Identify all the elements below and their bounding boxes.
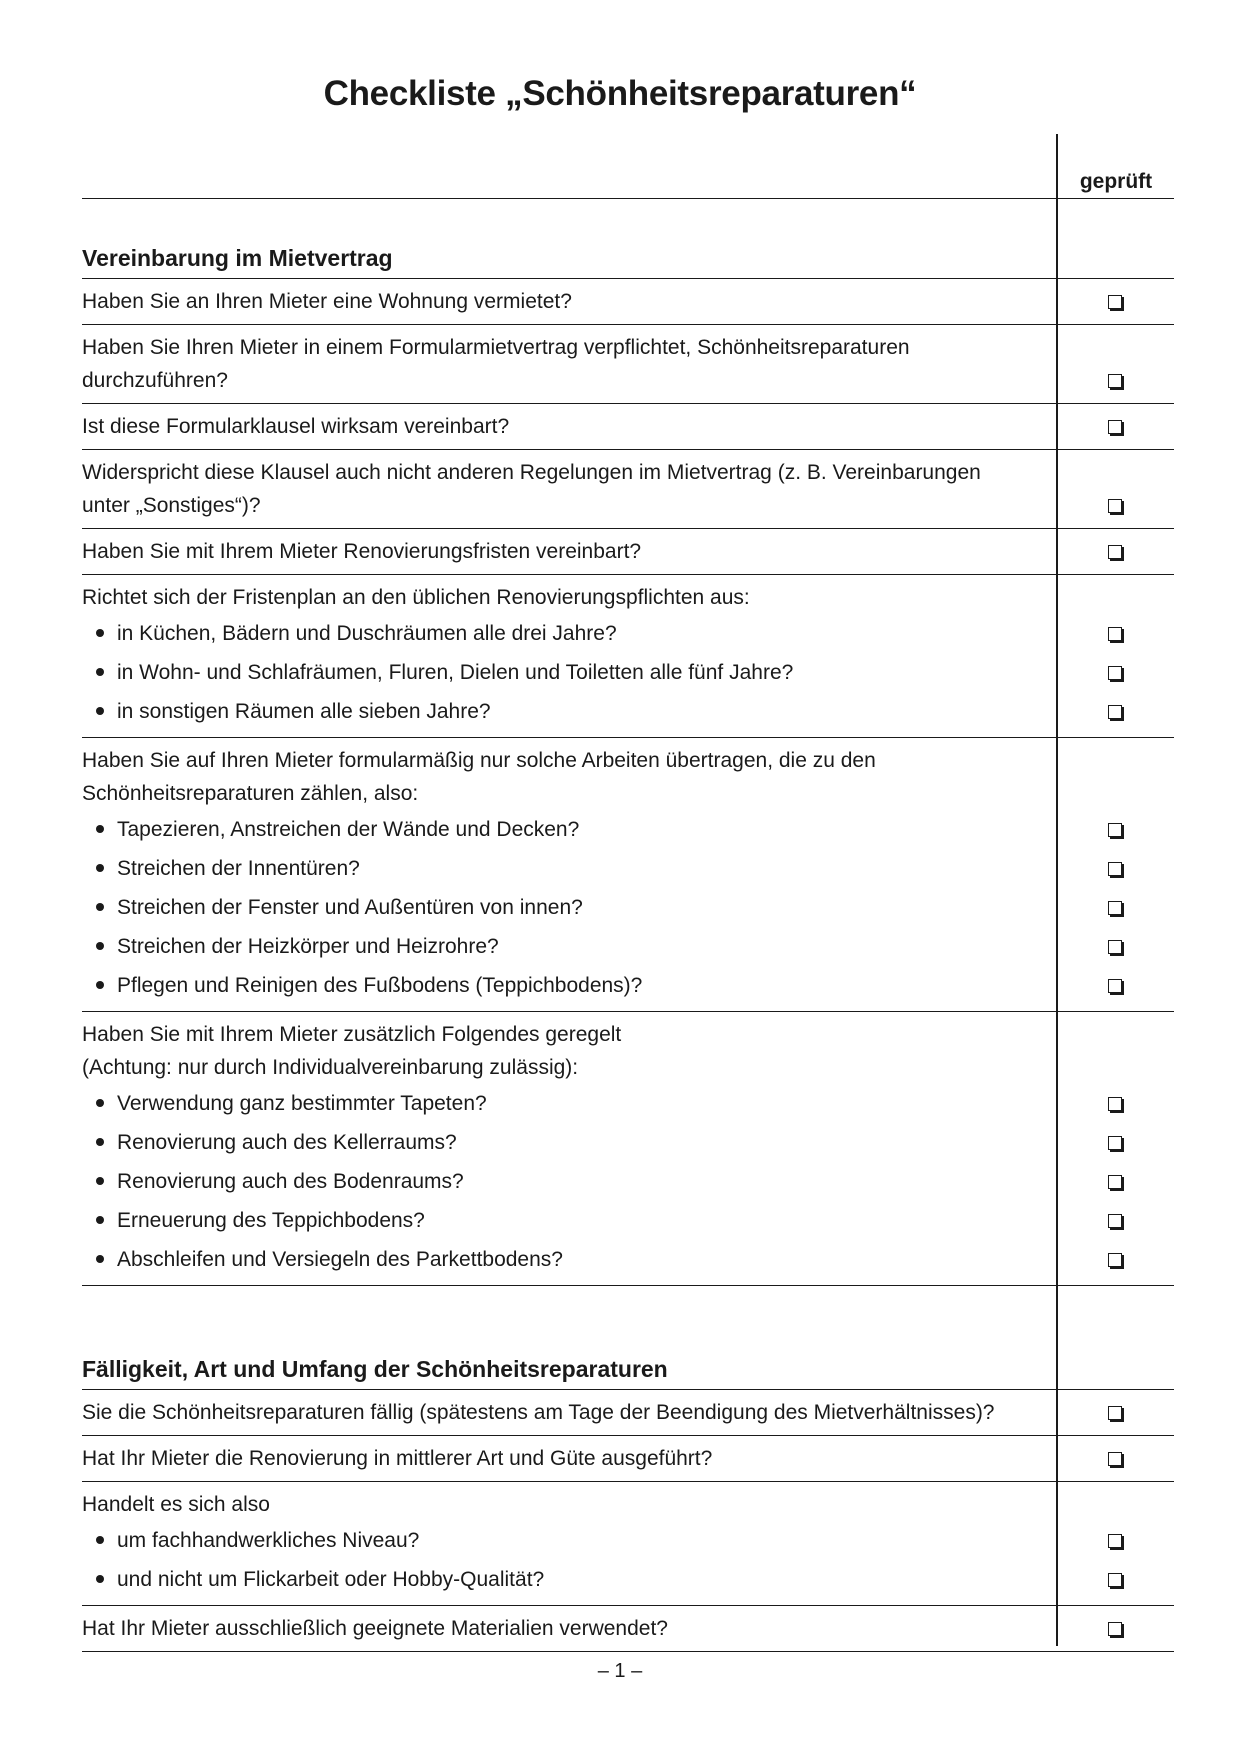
list-item xyxy=(82,849,1174,888)
checkbox[interactable] xyxy=(1108,1573,1122,1587)
list-item xyxy=(82,692,1174,731)
question-line xyxy=(82,285,1174,318)
list-item xyxy=(82,1201,1174,1240)
list-item xyxy=(82,810,1174,849)
section-heading xyxy=(82,199,1174,278)
question-line xyxy=(82,535,1174,568)
question-line xyxy=(82,456,1174,489)
checkbox[interactable] xyxy=(1108,374,1122,388)
checkbox[interactable] xyxy=(1108,940,1122,954)
question-line xyxy=(82,581,1174,614)
list-item xyxy=(82,1084,1174,1123)
checklist-row xyxy=(82,1435,1174,1481)
list-item xyxy=(82,888,1174,927)
list-item-text: Renovierung auch des Bodenraums? xyxy=(117,1170,464,1193)
checklist-row xyxy=(82,449,1174,528)
question-text: Schönheitsreparaturen zählen, also: xyxy=(82,782,419,805)
list-item xyxy=(82,614,1174,653)
list-item-text: in sonstigen Räumen alle sieben Jahre? xyxy=(117,700,491,723)
checkbox[interactable] xyxy=(1108,1452,1122,1466)
checkbox[interactable] xyxy=(1108,627,1122,641)
list-item-text: Abschleifen und Versiegeln des Parkettbodens? xyxy=(117,1248,563,1271)
list-item xyxy=(82,966,1174,1005)
question-text: Haben Sie an Ihren Mieter eine Wohnung vermietet? xyxy=(82,290,572,313)
question-text: Hat Ihr Mieter ausschließlich geeignete Materialien verwendet? xyxy=(82,1617,668,1640)
list-item-text: um fachhandwerkliches Niveau? xyxy=(117,1529,420,1552)
list-item-text: in Wohn- und Schlafräumen, Fluren, Dielen und Toiletten alle fünf Jahre? xyxy=(117,661,794,684)
section xyxy=(82,1285,1174,1651)
checkbox[interactable] xyxy=(1108,1622,1122,1636)
section xyxy=(82,199,1174,1285)
checklist-row xyxy=(82,574,1174,737)
question-text: Haben Sie mit Ihrem Mieter Renovierungsfristen vereinbart? xyxy=(82,540,642,563)
checkbox[interactable] xyxy=(1108,979,1122,993)
list-item-text: Streichen der Fenster und Außentüren von innen? xyxy=(117,896,583,919)
list-item-text: Renovierung auch des Kellerraums? xyxy=(117,1131,457,1154)
list-item-text: Streichen der Innentüren? xyxy=(117,857,360,880)
question-line xyxy=(82,1488,1174,1521)
list-item xyxy=(82,1240,1174,1279)
checklist-row xyxy=(82,1605,1174,1651)
question-text: Sie die Schönheitsreparaturen fällig (spätestens am Tage der Beendigung des Mietverhältnisses)? xyxy=(82,1401,995,1424)
list-item xyxy=(82,1162,1174,1201)
checklist-table xyxy=(82,199,1174,1652)
question-line xyxy=(82,1442,1174,1475)
list-item xyxy=(82,1521,1174,1560)
question-text: (Achtung: nur durch Individualvereinbarung zulässig): xyxy=(82,1056,579,1079)
checklist-row xyxy=(82,528,1174,574)
question-line xyxy=(82,1018,1174,1051)
checkbox[interactable] xyxy=(1108,1097,1122,1111)
checkbox[interactable] xyxy=(1108,1406,1122,1420)
question-line xyxy=(82,777,1174,810)
checklist-row xyxy=(82,324,1174,403)
list-item-text: in Küchen, Bädern und Duschräumen alle drei Jahre? xyxy=(117,622,617,645)
checkbox[interactable] xyxy=(1108,1534,1122,1548)
checkbox[interactable] xyxy=(1108,1214,1122,1228)
question-line xyxy=(82,1051,1174,1084)
list-item-text: und nicht um Flickarbeit oder Hobby-Qualität? xyxy=(117,1568,545,1591)
page-title: Checkliste „Schönheitsreparaturen“ xyxy=(323,74,917,113)
list-item-text: Tapezieren, Anstreichen der Wände und Decken? xyxy=(117,818,580,841)
question-text: Hat Ihr Mieter die Renovierung in mittlerer Art und Güte ausgeführt? xyxy=(82,1447,713,1470)
section-heading-text: Vereinbarung im Mietvertrag xyxy=(82,245,393,271)
checkbox[interactable] xyxy=(1108,1175,1122,1189)
list-item xyxy=(82,1560,1174,1599)
question-line xyxy=(82,744,1174,777)
checked-column-header: geprüft xyxy=(1079,170,1153,193)
question-text: unter „Sonstiges“)? xyxy=(82,494,261,517)
question-line xyxy=(82,364,1174,397)
list-item-text: Verwendung ganz bestimmter Tapeten? xyxy=(117,1092,487,1115)
question-line xyxy=(82,331,1174,364)
list-item-text: Streichen der Heizkörper und Heizrohre? xyxy=(117,935,499,958)
question-text: Haben Sie auf Ihren Mieter formularmäßig nur solche Arbeiten übertragen, die zu den xyxy=(82,749,876,772)
checkbox[interactable] xyxy=(1108,1253,1122,1267)
checkbox[interactable] xyxy=(1108,545,1122,559)
checkbox[interactable] xyxy=(1108,666,1122,680)
table-bottom-rule xyxy=(82,1651,1174,1652)
checkbox[interactable] xyxy=(1108,823,1122,837)
list-item xyxy=(82,1123,1174,1162)
checklist-row xyxy=(82,737,1174,1011)
section-heading-text: Fälligkeit, Art und Umfang der Schönheitsreparaturen xyxy=(82,1356,668,1382)
question-text: Ist diese Formularklausel wirksam vereinbart? xyxy=(82,415,510,438)
checkbox[interactable] xyxy=(1108,901,1122,915)
checkbox[interactable] xyxy=(1108,295,1122,309)
page-number: – 1 – xyxy=(597,1660,643,1682)
checklist-row xyxy=(82,278,1174,324)
question-line xyxy=(82,1396,1174,1429)
checklist-row xyxy=(82,1481,1174,1605)
question-text: Richtet sich der Fristenplan an den üblichen Renovierungspflichten aus: xyxy=(82,586,750,609)
section-heading xyxy=(82,1310,1174,1389)
checklist-row xyxy=(82,1389,1174,1435)
question-line xyxy=(82,410,1174,443)
list-item-text: Pflegen und Reinigen des Fußbodens (Teppichbodens)? xyxy=(117,974,643,997)
question-text: durchzuführen? xyxy=(82,369,228,392)
question-text: Widerspricht diese Klausel auch nicht anderen Regelungen im Mietvertrag (z. B. Vereinbarungen xyxy=(82,461,981,484)
list-item xyxy=(82,927,1174,966)
list-item-text: Erneuerung des Teppichbodens? xyxy=(117,1209,425,1232)
checkbox[interactable] xyxy=(1108,705,1122,719)
question-text: Handelt es sich also xyxy=(82,1493,270,1516)
checkbox[interactable] xyxy=(1108,499,1122,513)
checkbox[interactable] xyxy=(1108,862,1122,876)
question-text: Haben Sie mit Ihrem Mieter zusätzlich Folgendes geregelt xyxy=(82,1023,622,1046)
question-line xyxy=(82,1612,1174,1645)
checkbox[interactable] xyxy=(1108,420,1122,434)
question-line xyxy=(82,489,1174,522)
section-spacer xyxy=(82,1285,1174,1310)
question-text: Haben Sie Ihren Mieter in einem Formularmietvertrag verpflichtet, Schönheitsreparaturen xyxy=(82,336,910,359)
checklist-row xyxy=(82,403,1174,449)
checklist-row xyxy=(82,1011,1174,1285)
list-item xyxy=(82,653,1174,692)
checkbox[interactable] xyxy=(1108,1136,1122,1150)
